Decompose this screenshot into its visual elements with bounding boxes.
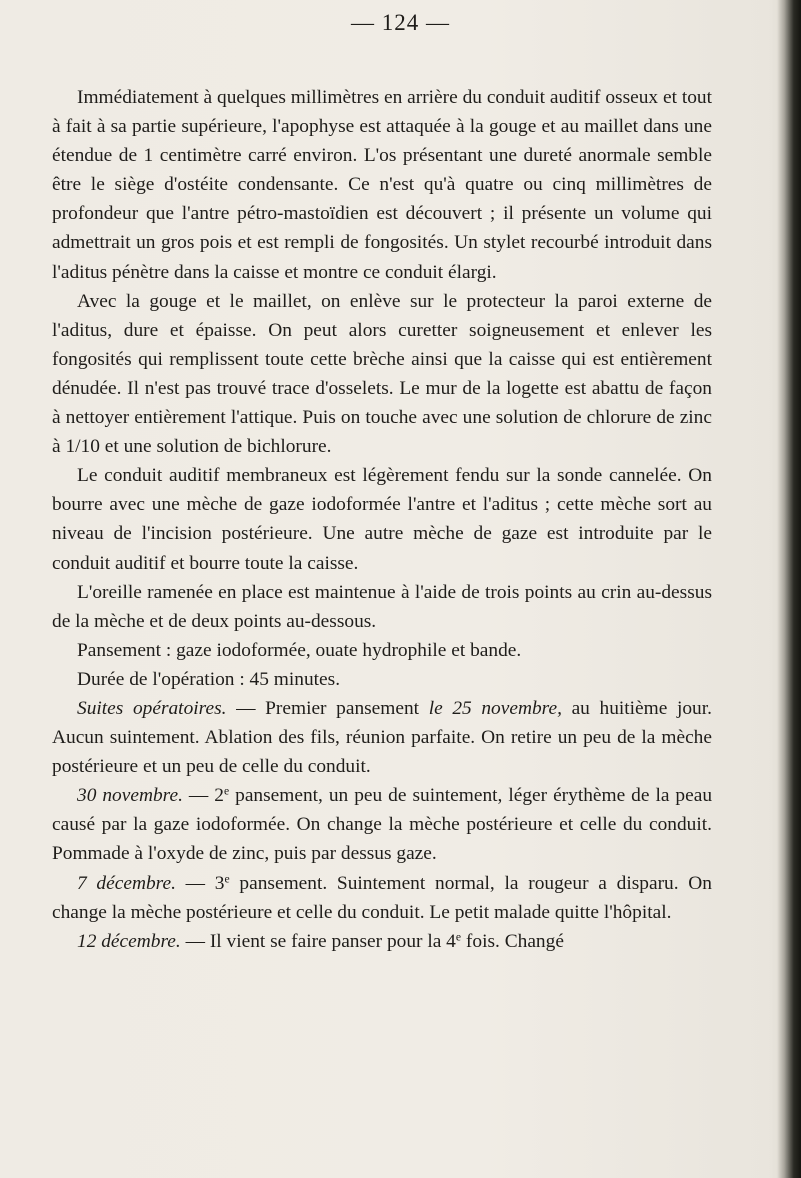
ordinal-suffix: e: [455, 930, 462, 944]
entry-text: fois. Changé: [461, 930, 564, 952]
page-number: — 124 —: [351, 10, 450, 35]
date-25-novembre: le 25 novembre,: [428, 697, 562, 719]
paragraph-suture: L'oreille ramenée en place est maintenue à l'aide de trois points au crin au-dessus de la mèche et de deux points au-dessous.: [52, 581, 712, 632]
entry-prefix: — Il vient se faire panser pour la 4: [180, 930, 456, 952]
suites-text: — Premier pansement: [226, 697, 429, 719]
date-12-decembre: 12 décembre.: [77, 930, 181, 952]
paragraph-12-decembre: [52, 927, 712, 956]
paragraph-pansement: Pansement : gaze iodoformée, ouate hydrophile et bande.: [77, 639, 522, 661]
paragraph-suites: [52, 694, 712, 781]
entry-prefix: — 3: [175, 872, 225, 894]
paragraph-30-novembre: [52, 781, 712, 868]
paragraph-conduit: Le conduit auditif membraneux est légèrement fendu sur la sonde cannelée. On bourre avec une mèche de gaze iodoformée l'antre et l'aditus ; cette mèche sort au niveau de l'incision postérieure. Une autre mèche de gaze est introduite par le conduit auditif et bourre toute la caisse.: [52, 465, 712, 574]
binding-edge: [777, 0, 801, 1178]
paragraph-7-decembre: [52, 869, 712, 927]
entry-prefix: — 2: [182, 785, 224, 807]
entry-text: pansement. Suintement normal, la rougeur a disparu. On change la mèche postérieure et celle du conduit. Le petit malade quitte l'hôpital.: [52, 872, 713, 923]
entry-text: pansement, un peu de suintement, léger érythème de la peau causé par la gaze iodoformée. On change la mèche postérieure et celle du conduit. Pommade à l'oxyde de zinc, puis par dessus gaze.: [52, 785, 713, 865]
date-30-novembre: 30 novembre.: [77, 785, 183, 807]
paragraph-curettage: Avec la gouge et le maillet, on enlève sur le protecteur la paroi externe de l'aditus, dure et épaisse. On peut alors curetter soigneusement et enlever les fongosités qui remplissent toute cette brèche ainsi que la caisse qui est entièrement dénudée. Il n'est pas trouvé trace d'osselets. Le mur de la logette est abattu de façon à nettoyer entièrement l'attique. Puis on touche avec une solution de chlorure de zinc à 1/10 et une solution de bichlorure.: [52, 290, 712, 458]
paragraph-duree: Durée de l'opération : 45 minutes.: [77, 668, 341, 690]
suites-rest: au huitième jour. Aucun suintement. Ablation des fils, réunion parfaite. On retire un peu de la mèche postérieure et un peu de celle du conduit.: [52, 697, 712, 778]
paragraph-trepanation: Immédiatement à quelques millimètres en arrière du conduit auditif osseux et tout à fait à sa partie supérieure, l'apophyse est attaquée à la gouge et au maillet dans une étendue de 1 centimètre carré environ. L'os présentant une dureté anormale semble être le siège d'ostéite condensante. Ce n'est qu'à quatre ou cinq millimètres de profondeur que l'antre pétro-mastoïdien est découvert ; il présente un volume qui admettrait un gros pois et est rempli de fongosités. Un stylet recourbé introduit dans l'aditus pénètre dans la caisse et montre ce conduit élargi.: [52, 87, 712, 283]
date-7-decembre: 7 décembre.: [77, 872, 176, 894]
ordinal-suffix: e: [223, 784, 230, 798]
section-heading: Suites opératoires.: [77, 697, 227, 719]
ordinal-suffix: e: [224, 872, 230, 886]
body-text: [52, 83, 712, 956]
